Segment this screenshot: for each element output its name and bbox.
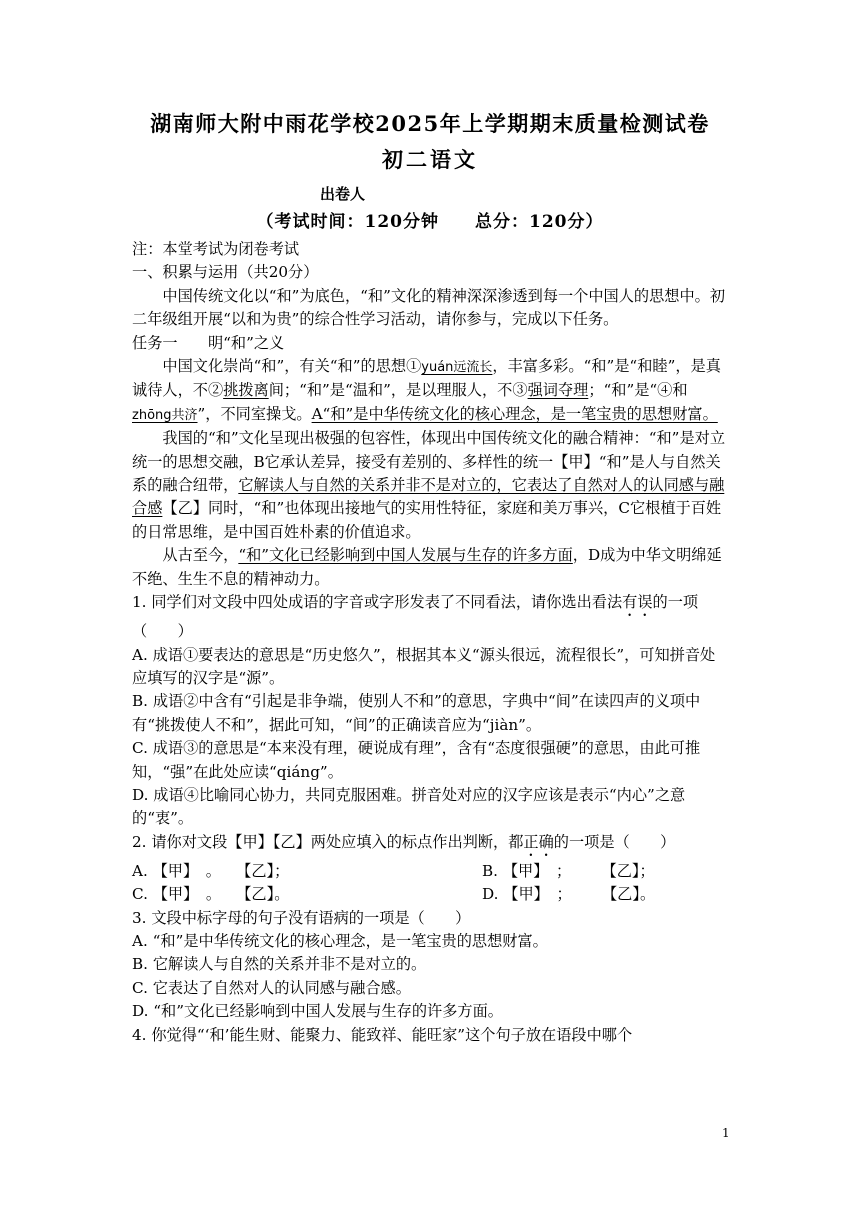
question-2-stem: 2. 请你对文段【甲】【乙】两处应填入的标点作出判断，都正确的一项是（ ） [132,832,676,851]
q3-option-c: C. 它表达了自然对人的认同感与融合感。 [132,978,411,997]
q2-options-row-1 [132,860,730,883]
idiom-3: 强词夺理 [527,381,589,400]
q1-option-b: B. 成语②中含有“引起是非争端，使别人不和”的意思，字典中“间”在读四声的义项中有“挑拨使人不和”，据此可知，“间”的正确读音应为“jiàn”。 [132,692,701,734]
underlined-sentence-bc: 它解读人与自然的关系并非不是对立的，它表达了自然对人的认同感与融合感 [132,476,725,518]
q2-option-a: A. 【甲】 。 【乙】； [132,861,290,880]
q1-option-a: A. 成语①要表达的意思是“历史悠久”，根据其本义“源头很远，流程很长”，可知拼音处应填写的汉字是“源”。 [132,645,716,687]
passage-paragraph-3: 从古至今，“和”文化已经影响到中国人发展与生存的许多方面，D成为中华文明绵延不绝、生生不息的精神动力。 [132,546,722,588]
q3-option-a: A. “和”是中华传统文化的核心理念，是一笔宝贵的思想财富。 [132,931,548,950]
sentence-a: A“和”是中华传统文化的核心理念，是一笔宝贵的思想财富。 [311,404,718,423]
underlined-sentence-d: “和”文化已经影响到中国人发展与生存的许多方面 [238,546,573,565]
exam-info: （考试时间：120分钟 总分：120分） [256,212,604,232]
q3-option-b: B. 它解读人与自然的关系并非不是对立的。 [132,955,427,974]
q2-option-b: B. 【甲】 ； 【乙】； [482,861,655,880]
page-number: 1 [722,1126,730,1140]
q2-option-d: D. 【甲】 ； 【乙】。 [482,885,656,904]
pinyin-blank-1: yuán远流长 [421,360,493,376]
task-heading: 任务一 明“和”之义 [132,333,285,352]
idiom-2: 挑拨离 [223,381,269,400]
exam-title: 湖南师大附中雨花学校2025年上学期期末质量检测试卷 [150,111,710,136]
passage-paragraph-1: 中国文化崇尚“和”，有关“和”的思想①yuán远流长，丰富多彩。“和”是“和睦”，是真诚待人，不②挑拨离间；“和”是“温和”，是以理服人，不③强词夺理；“和”是“④和 zhōng共济”，不同室操戈。A“和”是中华传统文化的核心理念，是一笔宝贵的思想财富。 [132,357,721,423]
question-3-stem: 3. 文段中标字母的句子没有语病的一项是（ ） [132,908,471,927]
author-label: 出卷人 [320,185,366,203]
passage-paragraph-2: 我国的“和”文化呈现出极强的包容性，体现出中国传统文化的融合精神：“和”是对立统一的思想交融，B它承认差异，接受有差别的、多样性的统一【甲】“和”是人与自然关系的融合纽带，它解读人与自然的关系并非不是对立的，它表达了自然对人的认同感与融合感【乙】同时，“和”也体现出接地气的实用性特征，家庭和美万事兴，C它根植于百姓的日常思维，是中国百姓朴素的价值追求。 [132,429,726,541]
q3-option-d: D. “和”文化已经影响到中国人发展与生存的许多方面。 [132,1002,503,1021]
pinyin-blank-4: zhōng共济 [132,407,198,423]
q1-option-d: D. 成语④比喻同心协力，共同克服困难。拼音处对应的汉字应该是表示“内心”之意的“衷”。 [132,785,686,828]
section-heading: 一、积累与运用（共20分） [132,263,319,282]
question-1-stem: 1. 同学们对文段中四处成语的字音或字形发表了不同看法，请你选出看法有误的一项（ ） [132,593,699,641]
exam-body [132,238,730,1047]
question-4-stem: 4. 你觉得“‘和’能生财、能聚力、能致祥、能旺家”这个句子放在语段中哪个 [132,1025,633,1044]
q2-option-c: C. 【甲】 。 【乙】。 [132,885,290,904]
section-intro: 中国传统文化以“和”为底色，“和”文化的精神深深渗透到每一个中国人的思想中。初二年级组开展“以和为贵”的综合性学习活动，请你参与，完成以下任务。 [132,286,726,329]
exam-note: 注：本堂考试为闭卷考试 [132,240,300,258]
q1-option-c: C. 成语③的意思是“本来没有理，硬说成有理”，含有“态度很强硬”的意思，由此可推知，“强”在此处应读“qiáng”。 [132,739,701,781]
exam-subject: 初二语文 [382,147,478,172]
q2-options-row-2 [132,883,730,906]
